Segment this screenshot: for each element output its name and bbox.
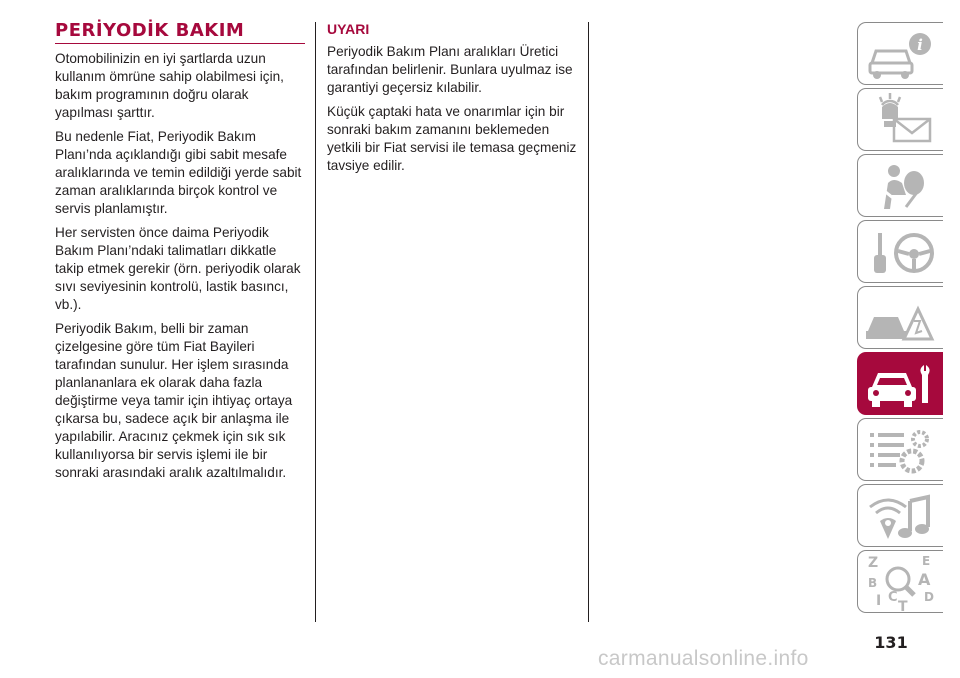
safety-airbag-icon bbox=[858, 155, 943, 217]
tab-technical-data[interactable] bbox=[857, 418, 943, 481]
warning-paragraph: Periyodik Bakım Planı aralıkları Üretici tarafından belirlenir. Bunlara uyulmaz ise garantiyi geçersiz kılabilir. bbox=[327, 44, 573, 95]
svg-text:i: i bbox=[917, 36, 923, 54]
svg-text:C: C bbox=[888, 590, 898, 605]
svg-text:E: E bbox=[922, 554, 931, 568]
svg-text:Z: Z bbox=[868, 555, 879, 571]
tab-emergency[interactable] bbox=[857, 286, 943, 349]
multimedia-icon bbox=[858, 485, 943, 547]
emergency-icon bbox=[858, 287, 943, 349]
tab-safety[interactable] bbox=[857, 154, 943, 217]
page-number: 131 bbox=[874, 633, 908, 652]
car-info-icon bbox=[858, 23, 943, 85]
tab-car-info[interactable] bbox=[857, 22, 943, 85]
left-column bbox=[55, 20, 305, 488]
paragraph: Her servisten önce daima Periyodik Bakım Planı’ndaki talimatları dikkatle takip etmek gerekir (örn. periyodik olarak sıvı seviyesinin kontrolü, lastik basıncı, vb.). bbox=[55, 225, 301, 312]
column-divider bbox=[588, 22, 589, 622]
svg-text:D: D bbox=[924, 590, 934, 604]
paragraph: Bu nedenle Fiat, Periyodik Bakım Planı’nda açıklandığı gibi sabit mesafe aralıklarında ve temin edildiği yerde sabit zaman aralıklarında birçok kontrol ve servis planlamıştır. bbox=[55, 129, 302, 216]
page-title: PERİYODİK BAKIM bbox=[55, 20, 305, 44]
warning-title: UYARI bbox=[327, 21, 370, 37]
tab-starting-driving[interactable] bbox=[857, 220, 943, 283]
technical-data-icon bbox=[858, 419, 943, 481]
warning-paragraph: Küçük çaptaki hata ve onarımlar için bir sonraki bakım zamanını beklemeden yetkili bir Fiat servisi ile temasa geçmeniz tavsiye edilir. bbox=[327, 104, 577, 173]
paragraph: Periyodik Bakım, belli bir zaman çizelgesine göre tüm Fiat Bayileri tarafından sunulur. Her işlem sırasında planlananlara ek olarak daha fazla değiştirme veya tamir için ihtiyaç ortaya çıkarsa bu, sadece açık bir anlaşma ile yapılabilir. Aracınız çekmek için sık sık kullanılıyorsa bir servis işlemi ile bir sonraki arasındaki aralık azaltılmalıdır. bbox=[55, 321, 293, 480]
tab-warning-lights[interactable] bbox=[857, 88, 943, 151]
paragraph: Otomobilinizin en iyi şartlarda uzun kullanım ömrüne sahip olabilmesi için, bakım programının doğru olarak yapılması şarttır. bbox=[55, 51, 284, 120]
svg-text:B: B bbox=[868, 576, 878, 590]
svg-text:T: T bbox=[898, 599, 908, 614]
svg-text:A: A bbox=[918, 570, 931, 589]
chapter-tabs bbox=[857, 22, 943, 616]
column-divider bbox=[315, 22, 316, 622]
maintenance-icon bbox=[858, 353, 943, 415]
tab-multimedia[interactable] bbox=[857, 484, 943, 547]
warning-box bbox=[327, 20, 577, 181]
warning-lights-icon bbox=[858, 89, 943, 151]
svg-text:I: I bbox=[876, 593, 882, 609]
watermark: carmanualsonline.info bbox=[598, 647, 809, 670]
tab-index[interactable] bbox=[857, 550, 943, 613]
index-icon bbox=[858, 551, 943, 613]
starting-driving-icon bbox=[858, 221, 943, 283]
tab-maintenance[interactable] bbox=[857, 352, 943, 415]
